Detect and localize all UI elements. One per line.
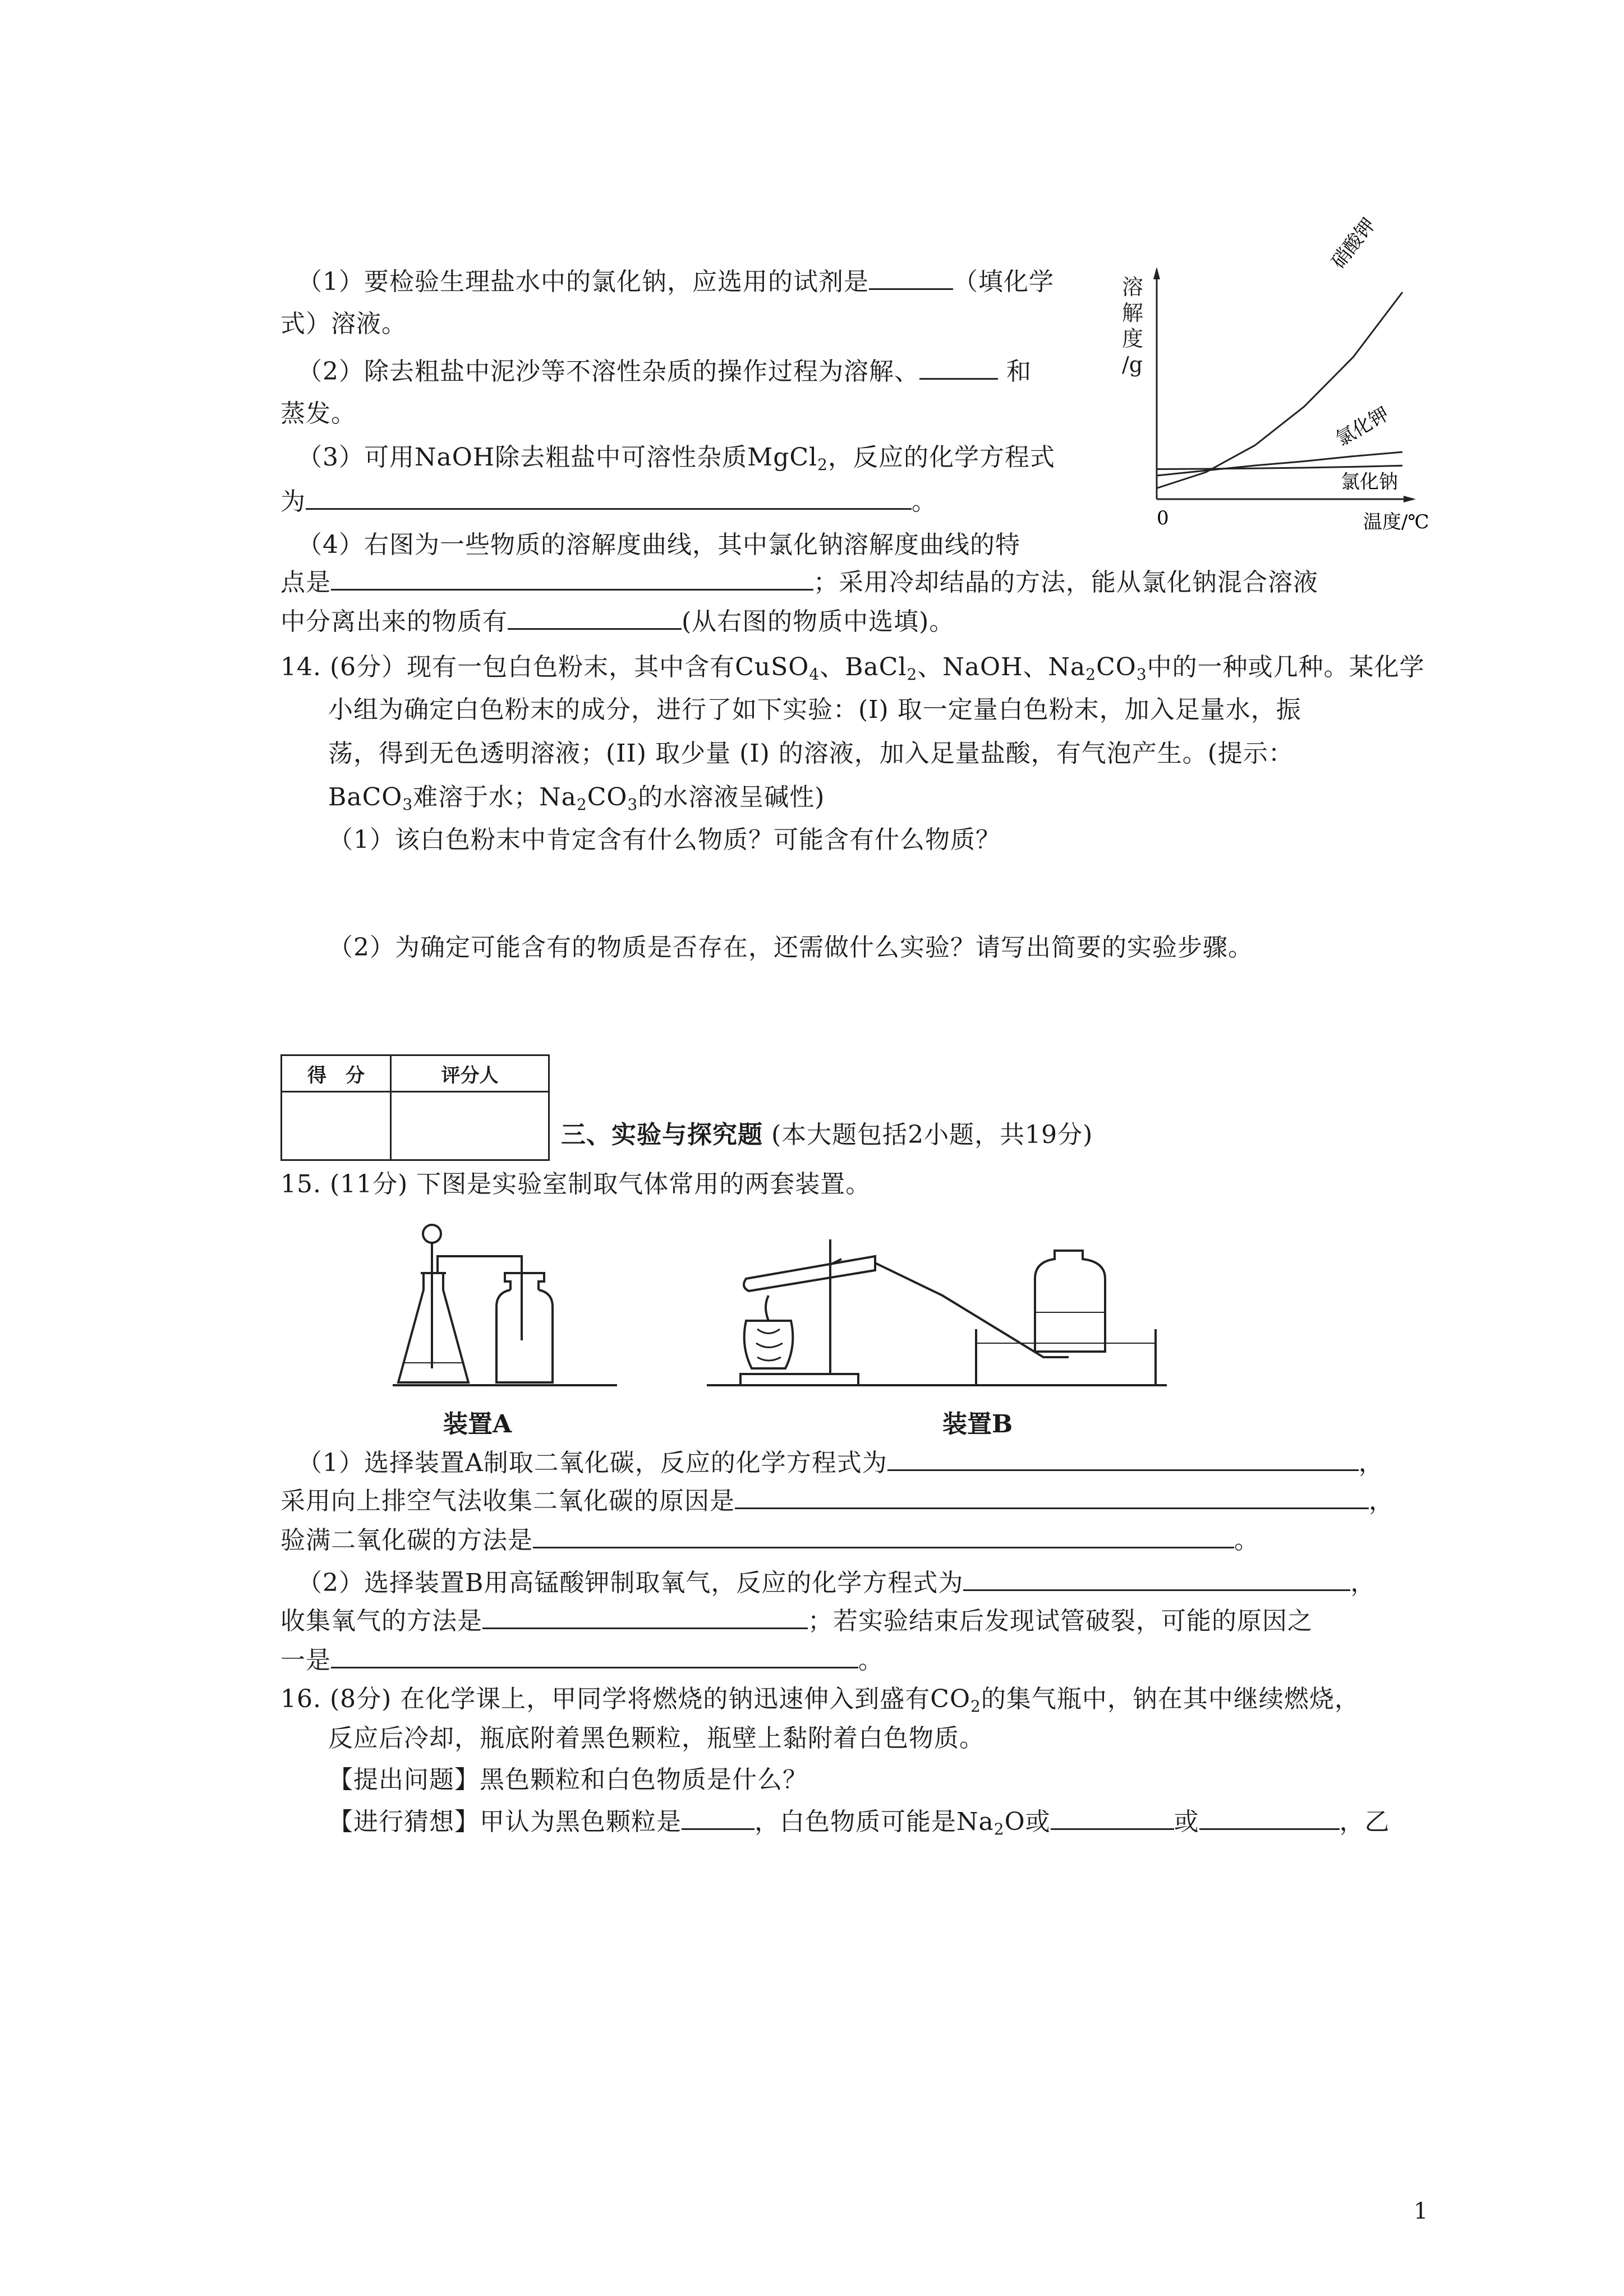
subscript: 2 <box>993 1820 1005 1838</box>
q13-part2-line2 <box>280 397 356 431</box>
q16-line1 <box>280 1682 1360 1716</box>
page-number: 1 <box>1414 2198 1428 2224</box>
q13-p2-text3: 蒸发。 <box>280 399 356 428</box>
q15-p1-line1 <box>297 1445 1384 1480</box>
solubility-chart <box>1122 214 1459 538</box>
chart-svg <box>1122 214 1459 538</box>
q13-p4-text3: ；采用冷却结晶的方法，能从氯化钠混合溶液 <box>813 568 1318 597</box>
score-header: 得 分 <box>282 1055 391 1092</box>
subscript: 3 <box>402 795 413 814</box>
section3-heading <box>561 1118 1093 1152</box>
q16-text: 反应后冷却，瓶底附着黑色颗粒，瓶壁上黏附着白色物质。 <box>328 1724 984 1753</box>
q15-text: 。 <box>858 1646 884 1675</box>
subscript: 4 <box>809 665 820 684</box>
q15-p2-line2 <box>280 1603 1313 1638</box>
q15-text: 一是 <box>280 1646 331 1675</box>
y-axis-label-char: 度 <box>1122 326 1144 351</box>
x-axis-arrow <box>1404 496 1416 502</box>
q14-line3 <box>328 737 1294 771</box>
answer-blank[interactable] <box>887 1445 1359 1471</box>
section3-title: 三、实验与探究题 <box>561 1121 763 1149</box>
series-label: 硝酸钾 <box>1327 214 1380 273</box>
q16-text: ，白色物质可能是Na <box>755 1808 994 1836</box>
q14-text: 荡，得到无色透明溶液；(II) 取少量 (I) 的溶液，加入足量盐酸，有气泡产生。(提示： <box>328 739 1294 768</box>
q15-text: ， <box>1369 1487 1394 1515</box>
q14-text: 中的一种或几种。某化学 <box>1147 653 1425 681</box>
grader-cell[interactable] <box>391 1092 549 1160</box>
q16-line2 <box>328 1722 984 1755</box>
conical-flask <box>398 1273 468 1382</box>
collecting-bottle <box>1035 1251 1105 1352</box>
answer-blank[interactable] <box>533 1522 1234 1548</box>
q14-line4 <box>328 781 825 814</box>
q13-p3-text: （3）可用NaOH除去粗盐中可溶性杂质MgCl <box>297 443 818 472</box>
q15-text: （1）选择装置A制取二氧化碳，反应的化学方程式为 <box>297 1449 887 1477</box>
q13-part4-line3 <box>280 603 954 639</box>
apparatus-figure <box>381 1217 1178 1408</box>
subscript: 2 <box>907 665 918 684</box>
answer-blank[interactable] <box>1199 1804 1340 1830</box>
series-layer <box>1157 214 1402 494</box>
q15-p1-line3 <box>280 1522 1259 1557</box>
q16-text: 【进行猜想】甲认为黑色颗粒是 <box>328 1808 682 1836</box>
subscript: 3 <box>627 795 638 814</box>
q16-text: 的集气瓶中，钠在其中继续燃烧， <box>981 1685 1360 1713</box>
q15-intro <box>280 1168 871 1201</box>
q13-p4-text5: (从右图的物质中选填)。 <box>682 607 955 636</box>
series-label: 氯化钠 <box>1341 471 1398 494</box>
q14-text: 、BaCl <box>820 653 907 681</box>
solubility-curve <box>1157 465 1402 469</box>
q13-p4-text: （4）右图为一些物质的溶解度曲线，其中氯化钠溶解度曲线的特 <box>297 531 1020 559</box>
apparatus-a <box>393 1225 617 1385</box>
q13-p4-text4: 中分离出来的物质有 <box>280 607 508 636</box>
q15-text: 收集氧气的方法是 <box>280 1607 482 1635</box>
q13-part4-line1 <box>297 528 1020 562</box>
y-axis-arrow <box>1153 267 1160 279</box>
q14-line1 <box>280 651 1425 684</box>
q13-part3-line2 <box>280 483 937 519</box>
q16-text: ，乙 <box>1339 1808 1390 1836</box>
lamp-pattern <box>756 1329 783 1361</box>
q15-p2-line1 <box>297 1565 1375 1600</box>
q13-part3-line1 <box>297 441 1055 474</box>
test-tube <box>744 1256 875 1291</box>
q14-q1-text: （1）该白色粉末中肯定含有什么物质？可能含有什么物质？ <box>328 826 1001 854</box>
q15-text: ， <box>1350 1569 1376 1597</box>
q16-text: 【提出问题】黑色颗粒和白色物质是什么？ <box>328 1765 808 1794</box>
funnel-bulb <box>423 1225 441 1243</box>
answer-blank[interactable] <box>306 483 912 510</box>
answer-blank[interactable] <box>963 1565 1350 1591</box>
q13-p4-text2: 点是 <box>280 568 331 597</box>
q14-text: 难溶于水；Na <box>413 783 577 812</box>
q13-p1-text: （1）要检验生理盐水中的氯化钠，应选用的试剂是 <box>297 268 869 296</box>
answer-blank[interactable] <box>735 1483 1369 1509</box>
q14-text: CO <box>1096 653 1137 681</box>
solubility-curve <box>1157 292 1402 488</box>
q13-p3-text2: ，反应的化学方程式 <box>827 443 1055 472</box>
q14-text: 小组为确定白色粉末的成分，进行了如下实验：(I) 取一定量白色粉末，加入足量水，振 <box>328 695 1301 724</box>
q14-text: BaCO <box>328 783 403 812</box>
subscript: 2 <box>1085 665 1097 684</box>
answer-blank[interactable] <box>508 603 682 630</box>
subscript: 2 <box>576 795 587 814</box>
origin-label: 0 <box>1157 507 1169 529</box>
q14-question2 <box>328 931 1253 965</box>
q14-text: CO <box>587 783 628 812</box>
y-axis-label-char: 溶 <box>1122 275 1144 299</box>
answer-blank[interactable] <box>482 1603 808 1629</box>
q15-text: ；若实验结束后发现试管破裂，可能的原因之 <box>808 1607 1313 1635</box>
answer-blank[interactable] <box>1051 1804 1174 1830</box>
subscript: 3 <box>1136 665 1147 684</box>
series-label: 氯化钾 <box>1332 403 1393 451</box>
q14-text: 14. (6分）现有一包白色粉末，其中含有CuSO <box>280 653 809 681</box>
period: 。 <box>912 487 937 516</box>
q15-text: 验满二氧化碳的方法是 <box>280 1526 533 1555</box>
q13-part4-line2 <box>280 564 1318 600</box>
answer-blank[interactable] <box>682 1804 755 1830</box>
gas-jar <box>496 1290 553 1382</box>
x-axis-label: 温度/℃ <box>1363 511 1429 533</box>
q15-text: ， <box>1358 1449 1384 1477</box>
apparatus-b <box>707 1239 1167 1385</box>
caption-apparatus-a: 装置A <box>443 1410 512 1439</box>
q13-p1-text3: 式）溶液。 <box>280 310 407 338</box>
score-table <box>280 1054 550 1161</box>
q13-part2-line1 <box>297 353 1032 389</box>
answer-blank[interactable] <box>331 1642 858 1668</box>
score-cell[interactable] <box>282 1092 391 1160</box>
q14-q2-text: （2）为确定可能含有的物质是否存在，还需做什么实验？请写出简要的实验步骤。 <box>328 933 1253 962</box>
q13-p2-text: （2）除去粗盐中泥沙等不溶性杂质的操作过程为溶解、 <box>297 357 919 386</box>
q14-text: 的水溶液呈碱性) <box>638 783 825 812</box>
q15-p1-line2 <box>280 1483 1394 1518</box>
answer-blank[interactable] <box>331 564 813 591</box>
q15-intro-text: 15. (11分) 下图是实验室制取气体常用的两套装置。 <box>280 1170 871 1198</box>
lamp-flame <box>766 1295 769 1321</box>
answer-blank[interactable] <box>919 353 998 380</box>
q16-text: O或 <box>1004 1808 1051 1836</box>
q13-p2-text2: 和 <box>1006 357 1032 386</box>
q16-text: 或 <box>1174 1808 1199 1836</box>
q13-p1-text2: （填化学 <box>953 268 1054 296</box>
bottle-neck <box>505 1273 544 1290</box>
stand-base <box>740 1374 858 1385</box>
q14-text: 、NaOH、Na <box>917 653 1086 681</box>
answer-blank[interactable] <box>869 264 953 290</box>
subscript: 2 <box>970 1697 981 1716</box>
q16-line3 <box>328 1763 808 1797</box>
q16-text: 16. (8分) 在化学课上，甲同学将燃烧的钠迅速伸入到盛有CO <box>280 1685 971 1713</box>
q15-text: 。 <box>1234 1526 1259 1555</box>
section3-note: (本大题包括2小题，共19分) <box>771 1121 1093 1149</box>
grader-header: 评分人 <box>391 1055 549 1092</box>
y-axis-label-char: 解 <box>1122 301 1144 325</box>
q15-text: （2）选择装置B用高锰酸钾制取氧气，反应的化学方程式为 <box>297 1569 964 1597</box>
q13-p3-text3: 为 <box>280 487 306 516</box>
q14-line2 <box>328 693 1301 727</box>
subscript: 2 <box>817 455 828 474</box>
q15-p2-line3 <box>280 1642 884 1677</box>
delivery-tube <box>438 1256 522 1340</box>
q16-line4 <box>328 1804 1390 1839</box>
caption-apparatus-b: 装置B <box>942 1410 1013 1439</box>
q14-question1 <box>328 823 1001 857</box>
q13-part1-line2 <box>280 307 407 341</box>
q13-part1-line1 <box>297 264 1054 299</box>
y-axis-label-char: /g <box>1122 352 1143 377</box>
q15-text: 采用向上排空气法收集二氧化碳的原因是 <box>280 1487 735 1515</box>
